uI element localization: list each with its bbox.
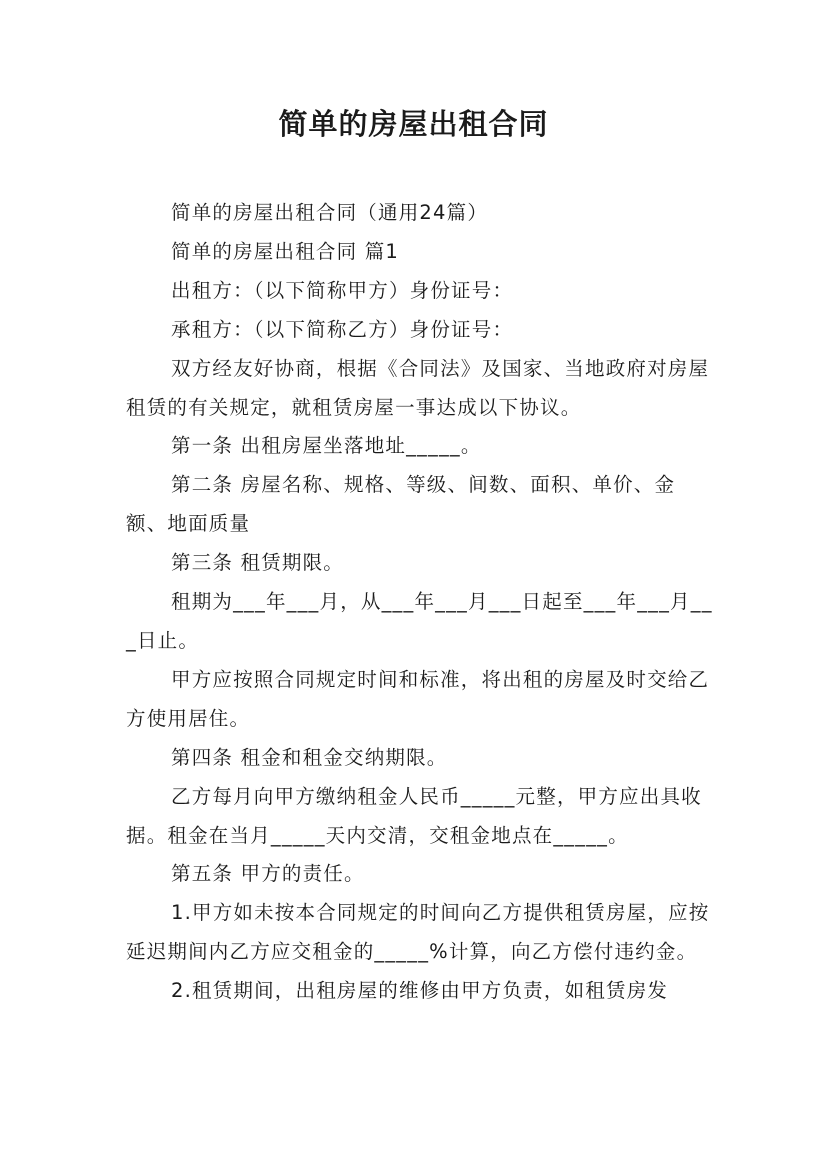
paragraph: 第四条 租金和租金交纳期限。	[171, 745, 448, 769]
paragraph: 双方经友好协商，根据《合同法》及国家、当地政府对房屋租赁的有关规定，就租赁房屋一事达成以下协议。	[126, 356, 710, 419]
paragraph: 第二条 房屋名称、规格、等级、间数、面积、单价、金额、地面质量	[126, 473, 676, 536]
paragraph: 第五条 甲方的责任。	[171, 862, 365, 886]
paragraph: 租期为___年___月，从___年___月___日起至___年___月___日止。	[126, 590, 713, 652]
paragraph: 出租方：（以下简称甲方）身份证号：	[171, 278, 514, 302]
paragraph: 第三条 租赁期限。	[171, 551, 344, 575]
paragraph: 2.租赁期间，出租房屋的维修由甲方负责，如租赁房发	[171, 979, 669, 1003]
paragraph: 乙方每月向甲方缴纳租金人民币_____元整，甲方应出具收据。租金在当月_____天内交清，交租金地点在_____。	[126, 784, 702, 847]
paragraph: 第一条 出租房屋坐落地址_____。	[171, 434, 482, 458]
paragraph: 1.甲方如未按本合同规定的时间向乙方提供租赁房屋，应按延迟期间内乙方应交租金的_____%计算，向乙方偿付违约金。	[126, 901, 710, 964]
paragraph: 简单的房屋出租合同 篇1	[171, 239, 400, 263]
document-title: 简单的房屋出租合同	[278, 107, 549, 141]
paragraph: 甲方应按照合同规定时间和标准，将出租的房屋及时交给乙方使用居住。	[126, 667, 710, 730]
document-body	[126, 194, 716, 1011]
paragraph: 承租方：（以下简称乙方）身份证号：	[171, 317, 514, 341]
paragraph: 简单的房屋出租合同（通用24篇）	[171, 201, 489, 224]
